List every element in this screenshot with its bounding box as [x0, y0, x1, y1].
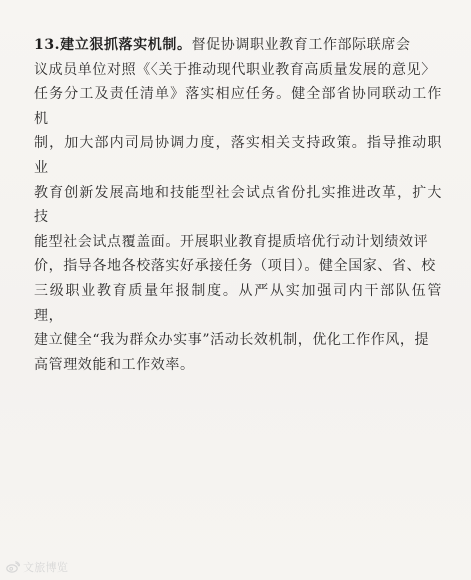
- policy-paragraph: [34, 33, 442, 377]
- section-heading: 13.建立狠抓落实机制。: [34, 37, 192, 53]
- watermark-text: 文旅博览: [23, 561, 69, 574]
- paragraph-body: 督促协调职业教育工作部际联席会 议成员单位对照《〈关于推动现代职业教育高质量发展的意见〉 任务分工及责任清单》落实相应任务。健全部省协同联动工作机 制，加大部内司局协调力度，落实相关支持政策。指导推动职业 教育创新发展高地和技能型社会试点省份扎实推进改革，扩大技 能型社会试点覆盖面。开展职业教育提质培优行动计划绩效评 价，指导各地各校落实好承接任务（项目）。健全国家、省、校 三级职业教育质量年报制度。从严从实加强司内干部队伍管理， 建立健全“我为群众办实事”活动长效机制，优化工作作风，提 高管理效能和工作效率。: [34, 37, 442, 373]
- watermark: [6, 559, 68, 575]
- weibo-icon: [6, 561, 20, 573]
